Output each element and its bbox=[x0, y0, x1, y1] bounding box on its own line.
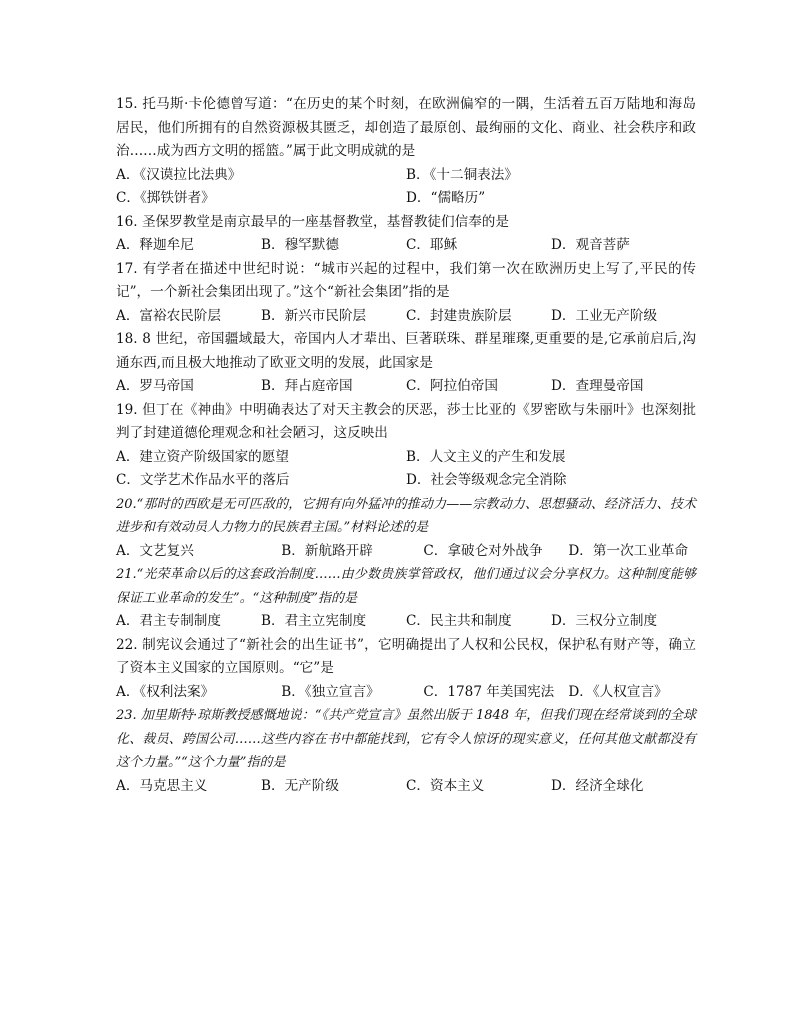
option-d[interactable]: D．“儒略历” bbox=[406, 190, 486, 206]
option-b[interactable]: B．《十二铜表法》 bbox=[406, 166, 518, 183]
question-options bbox=[116, 446, 696, 493]
option-d[interactable]: D．经济全球化 bbox=[551, 777, 644, 794]
question-options bbox=[116, 775, 696, 799]
question-options bbox=[116, 540, 696, 564]
option-a[interactable]: A．君主专制制度 bbox=[116, 613, 221, 629]
question-stem: 20.“那时的西欧是无可匹敌的，它拥有向外猛冲的推动力——宗教动力、思想骚动、经济活力、技术进步和有效动员人力物力的民族君主国。”材料论述的是 bbox=[116, 496, 696, 535]
option-c[interactable]: C．封建贵族阶层 bbox=[406, 307, 512, 324]
option-a[interactable]: A．《汉谟拉比法典》 bbox=[116, 166, 242, 183]
question-options bbox=[116, 164, 696, 211]
option-a[interactable]: A．文艺复兴 bbox=[116, 542, 194, 559]
question-stem: 21.“光荣革命以后的这套政治制度……由少数贵族掌管政权，他们通过议会分享权力。这种制度能够保证工业革命的发生”。“这种制度”指的是 bbox=[116, 567, 696, 606]
option-d[interactable]: D．工业无产阶级 bbox=[551, 307, 658, 324]
question-options bbox=[116, 610, 696, 634]
option-d[interactable]: D．三权分立制度 bbox=[551, 613, 658, 629]
question-stem: 15. 托马斯·卡伦德曾写道：“在历史的某个时刻，在欧洲偏窄的一隅，生活着五百万陆地和海岛居民，他们所拥有的自然资源极其匮乏，却创造了最原创、最绚丽的文化、商业、社会秩序和政治……成为西方文明的摇篮。”属于此文明成就的是 bbox=[116, 96, 696, 159]
option-d[interactable]: D．第一次工业革命 bbox=[568, 542, 689, 559]
option-b[interactable]: B．拜占庭帝国 bbox=[261, 378, 353, 394]
option-d[interactable]: D．查理曼帝国 bbox=[551, 378, 644, 394]
option-c[interactable]: C．拿破仑对外战争 bbox=[423, 542, 543, 559]
question-stem: 22. 制宪议会通过了“新社会的出生证书”，它明确提出了人权和公民权，保护私有财产等，确立了资本主义国家的立国原则。“它”是 bbox=[116, 636, 696, 676]
option-d[interactable]: D．《人权宣言》 bbox=[568, 683, 668, 700]
option-d[interactable]: D．观音菩萨 bbox=[551, 237, 630, 253]
question-options bbox=[116, 234, 696, 258]
option-a[interactable]: A．罗马帝国 bbox=[116, 378, 194, 394]
option-b[interactable]: B．君主立宪制度 bbox=[261, 613, 367, 629]
option-a[interactable]: A．《权利法案》 bbox=[116, 683, 215, 700]
question-22 bbox=[116, 634, 696, 705]
option-d[interactable]: D．社会等级观念完全消除 bbox=[406, 472, 567, 488]
question-stem: 18. 8 世纪，帝国疆域最大，帝国内人才辈出、巨著联珠、群星璀璨,更重要的是,它承前启后,沟通东西,而且极大地推动了欧亚文明的发展，此国家是 bbox=[116, 331, 696, 371]
option-c[interactable]: C．耶稣 bbox=[406, 237, 458, 253]
question-16 bbox=[116, 211, 696, 258]
option-c[interactable]: C．阿拉伯帝国 bbox=[406, 378, 498, 394]
question-options bbox=[116, 375, 696, 399]
question-stem: 19. 但丁在《神曲》中明确表达了对天主教会的厌恶，莎士比亚的《罗密欧与朱丽叶》也深刻批判了封建道德伦理观念和社会陋习，这反映出 bbox=[116, 401, 696, 441]
option-c[interactable]: C．《掷铁饼者》 bbox=[116, 190, 215, 206]
question-18 bbox=[116, 328, 696, 399]
question-options bbox=[116, 681, 696, 705]
question-options bbox=[116, 305, 696, 329]
option-b[interactable]: B．人文主义的产生和发展 bbox=[406, 448, 566, 465]
option-c[interactable]: C．民主共和制度 bbox=[406, 613, 512, 629]
question-15 bbox=[116, 93, 696, 211]
option-a[interactable]: A．马克思主义 bbox=[116, 777, 208, 794]
option-c[interactable]: C．文学艺术作品水平的落后 bbox=[116, 472, 290, 488]
question-stem: 16. 圣保罗教堂是南京最早的一座基督教堂，基督教徒们信奉的是 bbox=[116, 213, 509, 230]
option-b[interactable]: B．穆罕默德 bbox=[261, 237, 339, 253]
option-a[interactable]: A．富裕农民阶层 bbox=[116, 307, 221, 324]
option-b[interactable]: B．《独立宣言》 bbox=[281, 683, 380, 700]
option-a[interactable]: A．释迦牟尼 bbox=[116, 237, 194, 253]
option-c[interactable]: C．资本主义 bbox=[406, 777, 485, 794]
option-b[interactable]: B．无产阶级 bbox=[261, 777, 339, 794]
option-a[interactable]: A．建立资产阶级国家的愿望 bbox=[116, 448, 289, 465]
question-stem: 17. 有学者在描述中世纪时说：“城市兴起的过程中，我们第一次在欧洲历史上写了,平民的传记”，一个新社会集团出现了。”这个“新社会集团”指的是 bbox=[116, 260, 696, 300]
option-b[interactable]: B．新兴市民阶层 bbox=[261, 307, 367, 324]
question-20 bbox=[116, 493, 696, 564]
option-c[interactable]: C．1787 年美国宪法 bbox=[423, 683, 555, 700]
question-17 bbox=[116, 258, 696, 329]
question-19 bbox=[116, 399, 696, 493]
option-b[interactable]: B．新航路开辟 bbox=[281, 542, 373, 559]
question-21 bbox=[116, 563, 696, 634]
question-stem: 23. 加里斯特·琼斯教授感慨地说：“《共产党宣言》虽然出版于 1848 年，但我们现在经常谈到的全球化、裁员、跨国公司……这些内容在书中都能找到，它有令人惊讶的现实意义，任何其他文献都没有这个力量。”“这个力量”指的是 bbox=[116, 708, 696, 770]
question-23 bbox=[116, 704, 696, 798]
exam-page bbox=[116, 93, 696, 798]
